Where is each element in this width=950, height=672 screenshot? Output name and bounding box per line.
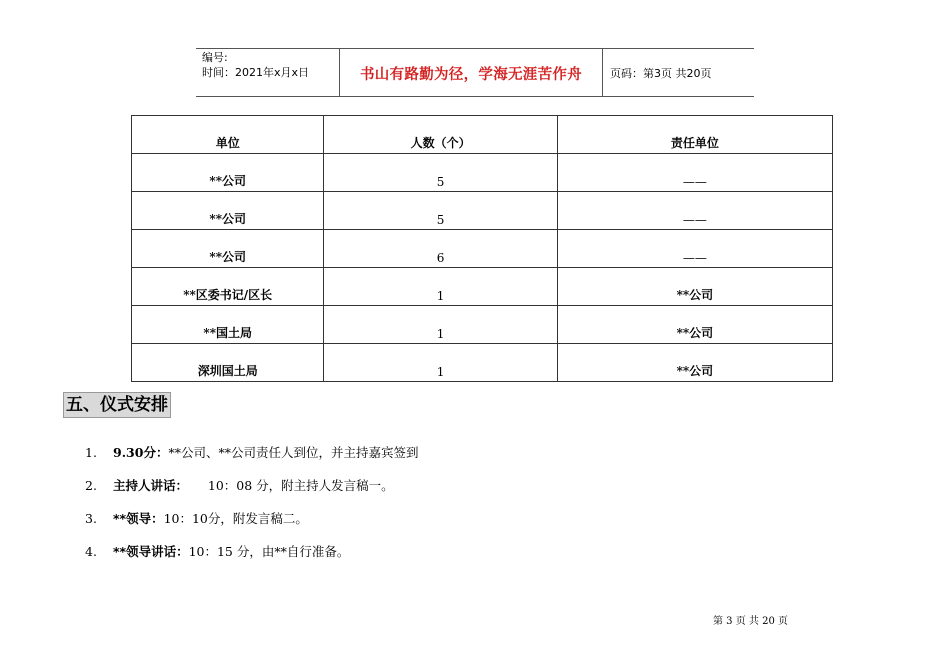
- cell-responsible: **公司: [557, 268, 832, 306]
- cell-count: 5: [324, 154, 557, 192]
- section-title: 五、仪式安排: [63, 392, 171, 418]
- item-label: **领导：: [113, 511, 164, 526]
- cell-count: 1: [324, 344, 557, 382]
- item-label: 主持人讲话：: [113, 478, 189, 493]
- item-number: 2.: [85, 478, 97, 493]
- cell-responsible: **公司: [557, 344, 832, 382]
- item-label: **领导讲话：: [113, 544, 189, 559]
- list-item: [85, 443, 418, 461]
- column-header-responsible: 责任单位: [557, 116, 832, 154]
- item-text: 10：15 分，由**自行准备。: [188, 544, 350, 559]
- header-top-rule: [196, 48, 754, 49]
- cell-unit: **公司: [132, 230, 324, 268]
- header-page-number: 页码：第3页 共20页: [610, 67, 712, 80]
- cell-count: 5: [324, 192, 557, 230]
- cell-count: 6: [324, 230, 557, 268]
- cell-unit: **国土局: [132, 306, 324, 344]
- header-divider-right: [602, 48, 603, 96]
- table-header-row: [132, 116, 833, 154]
- header-meta: [202, 50, 309, 80]
- cell-responsible: **公司: [557, 306, 832, 344]
- units-table: [131, 115, 833, 382]
- cell-responsible: ——: [557, 230, 832, 268]
- header-bottom-rule: [196, 96, 754, 97]
- item-text: **公司、**公司责任人到位，并主持嘉宾签到: [168, 445, 419, 460]
- item-label: 9.30分：: [113, 445, 169, 460]
- cell-unit: **公司: [132, 154, 324, 192]
- cell-unit: **区委书记/区长: [132, 268, 324, 306]
- time-label: 时间：2021年x月x日: [202, 66, 310, 79]
- footer-page-number: 第 3 页 共 20 页: [713, 616, 788, 627]
- cell-responsible: ——: [557, 192, 832, 230]
- cell-unit: 深圳国土局: [132, 344, 324, 382]
- list-item: [85, 476, 394, 494]
- serial-label: 编号:: [202, 51, 228, 64]
- table-row: [132, 268, 833, 306]
- cell-count: 1: [324, 306, 557, 344]
- cell-count: 1: [324, 268, 557, 306]
- item-number: 4.: [85, 544, 97, 559]
- item-text: 10：08 分，附主持人发言稿一。: [188, 478, 394, 493]
- table-row: [132, 344, 833, 382]
- table-row: [132, 192, 833, 230]
- cell-unit: **公司: [132, 192, 324, 230]
- list-item: [85, 509, 308, 527]
- header-motto: 书山有路勤为径，学海无涯苦作舟: [360, 67, 582, 83]
- item-text: 10：10分，附发言稿二。: [163, 511, 308, 526]
- table-row: [132, 154, 833, 192]
- table-row: [132, 306, 833, 344]
- cell-responsible: ——: [557, 154, 832, 192]
- column-header-unit: 单位: [132, 116, 324, 154]
- column-header-count: 人数（个）: [324, 116, 557, 154]
- item-number: 1.: [85, 445, 97, 460]
- list-item: [85, 542, 349, 560]
- table-row: [132, 230, 833, 268]
- item-number: 3.: [85, 511, 97, 526]
